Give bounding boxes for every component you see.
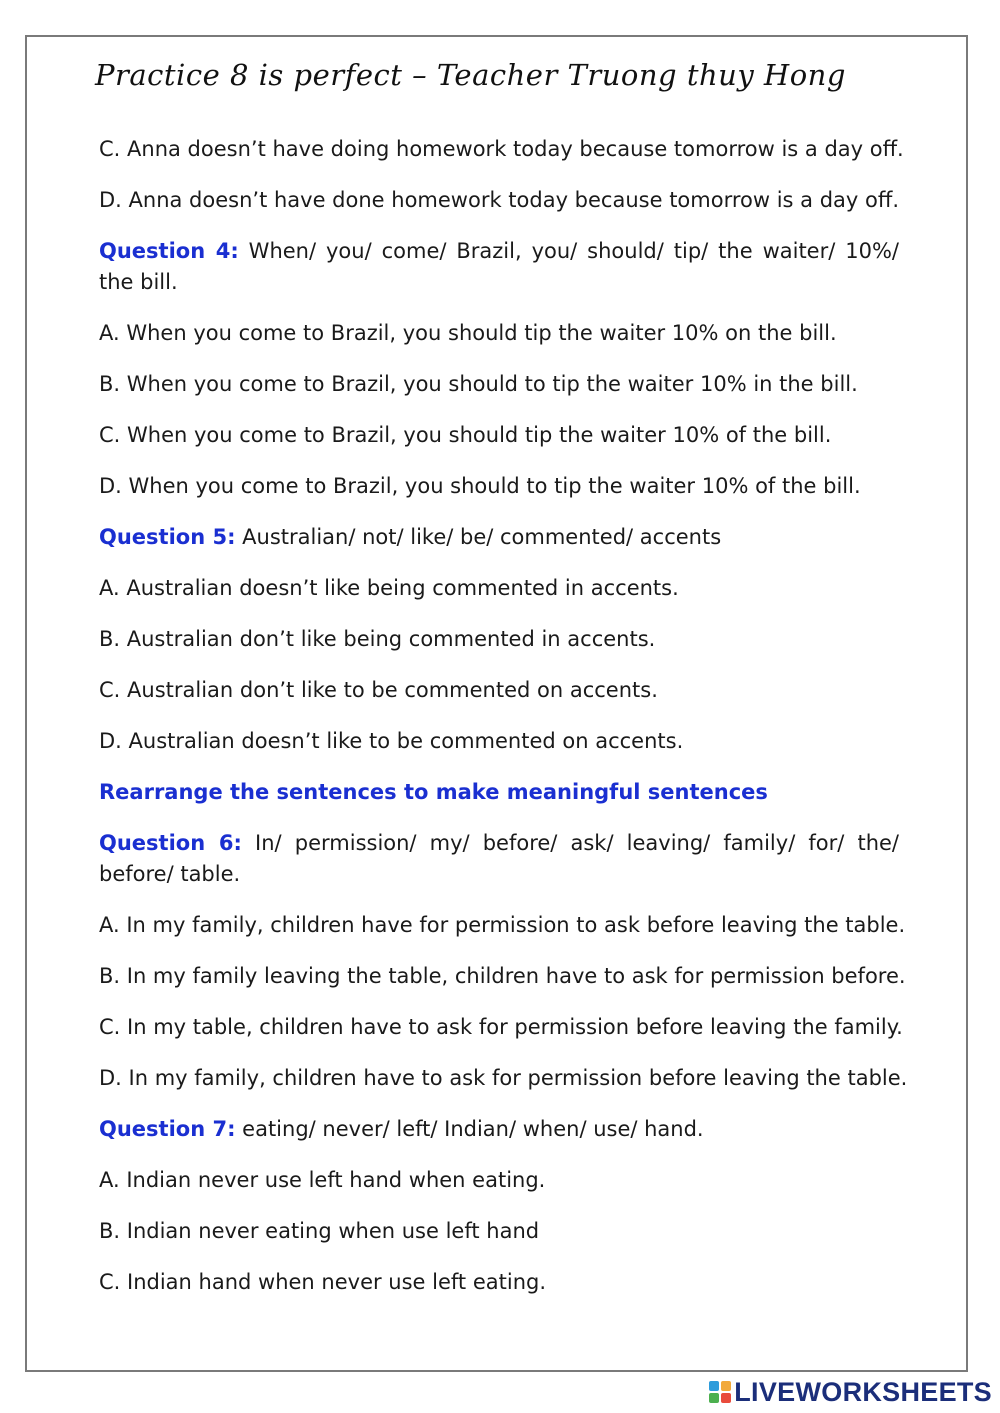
question-6-text: In/ permission/ my/ before/ ask/ leaving/ family/ for/ the/ before/ table.	[99, 831, 899, 886]
q3-option-c: C. Anna doesn’t have doing homework today because tomorrow is a day off.	[99, 137, 904, 161]
q5-option-b: B. Australian don’t like being commented in accents.	[99, 627, 656, 651]
q3-option-d: D. Anna doesn’t have done homework today because tomorrow is a day off.	[99, 188, 899, 212]
q4-option-d: D. When you come to Brazil, you should to tip the waiter 10% of the bill.	[99, 474, 861, 498]
q6-option-a: A. In my family, children have for permission to ask before leaving the table.	[99, 913, 906, 937]
liveworksheets-logo-text: LIVEWORKSHEETS	[734, 1376, 992, 1407]
q7-option-a: A. Indian never use left hand when eating.	[99, 1168, 546, 1192]
liveworksheets-watermark[interactable]	[709, 1377, 992, 1407]
question-7-prompt	[99, 1114, 899, 1145]
question-7-text: eating/ never/ left/ Indian/ when/ use/ hand.	[235, 1117, 704, 1141]
q4-option-c: C. When you come to Brazil, you should tip the waiter 10% of the bill.	[99, 423, 832, 447]
liveworksheets-logo-icon	[709, 1381, 731, 1403]
question-5-text: Australian/ not/ like/ be/ commented/ accents	[235, 525, 722, 549]
question-6-prompt	[99, 828, 899, 890]
question-4-prompt	[99, 236, 899, 298]
question-7-label: Question 7:	[99, 1117, 236, 1141]
q7-option-b: B. Indian never eating when use left hand	[99, 1219, 540, 1243]
q4-option-b: B. When you come to Brazil, you should to tip the waiter 10% in the bill.	[99, 372, 858, 396]
q5-option-a: A. Australian doesn’t like being commented in accents.	[99, 576, 679, 600]
question-5-label: Question 5:	[99, 525, 236, 549]
question-6-label: Question 6:	[99, 831, 242, 855]
q5-option-d: D. Australian doesn’t like to be commented on accents.	[99, 729, 684, 753]
q6-option-c: C. In my table, children have to ask for permission before leaving the family.	[99, 1015, 903, 1039]
q7-option-c: C. Indian hand when never use left eating.	[99, 1270, 547, 1294]
question-5-prompt	[99, 522, 899, 553]
q6-option-d: D. In my family, children have to ask for permission before leaving the table.	[99, 1066, 908, 1090]
section-heading: Rearrange the sentences to make meaningful sentences	[99, 780, 768, 804]
q4-option-a: A. When you come to Brazil, you should tip the waiter 10% on the bill.	[99, 321, 837, 345]
q6-option-b: B. In my family leaving the table, children have to ask for permission before.	[99, 964, 906, 988]
worksheet-title: Practice 8 is perfect – Teacher Truong thuy Hong	[95, 58, 846, 92]
question-4-label: Question 4:	[99, 239, 239, 263]
q5-option-c: C. Australian don’t like to be commented on accents.	[99, 678, 658, 702]
question-4-text: When/ you/ come/ Brazil, you/ should/ tip/ the waiter/ 10%/ the bill.	[99, 239, 900, 294]
